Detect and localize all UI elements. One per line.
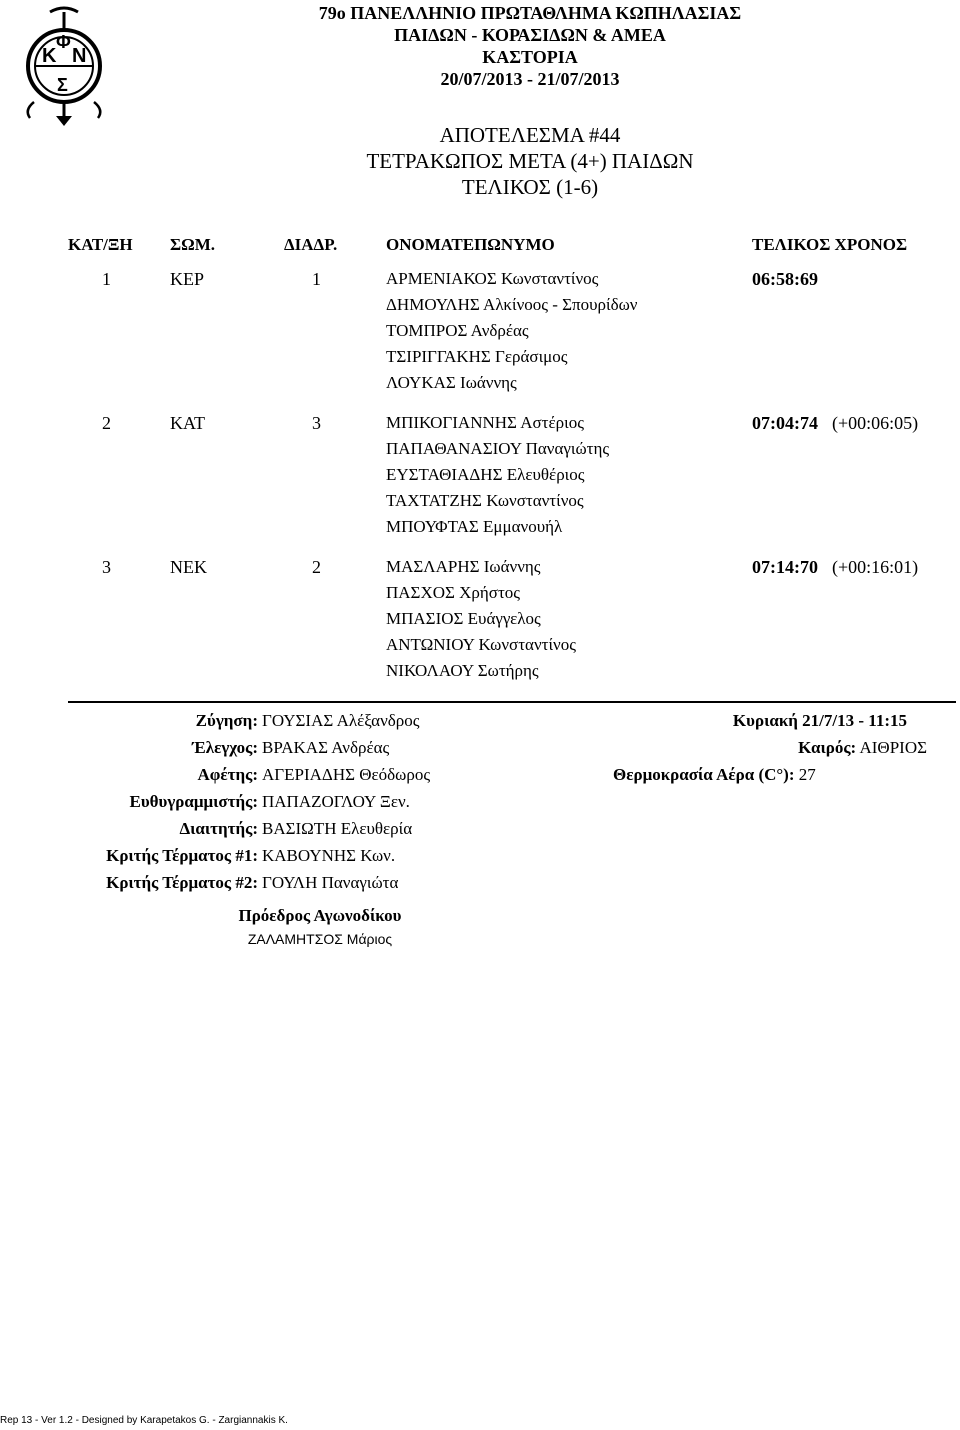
- crew-member: ΑΡΜΕΝΙΑΚΟΣ Κωνσταντίνος: [386, 269, 599, 288]
- row-lane: 1: [312, 269, 321, 289]
- official-value: ΓΟΥΣΙΑΣ Αλέξανδρος: [262, 711, 420, 730]
- crew-member: ΜΠΟΥΦΤΑΣ Εμμανουήλ: [386, 517, 563, 536]
- official-value: ΒΡΑΚΑΣ Ανδρέας: [262, 738, 390, 757]
- row-time: 07:04:74: [752, 413, 818, 433]
- row-time: 07:14:70: [752, 557, 818, 577]
- official-value: ΚΑΒΟΥΝΗΣ Κων.: [262, 846, 396, 865]
- championship-venue: ΚΑΣΤΟΡΙΑ: [482, 47, 578, 67]
- row-rank: 2: [102, 413, 111, 433]
- championship-title: 79ο ΠΑΝΕΛΛΗΝΙΟ ΠΡΩΤΑΘΛΗΜΑ ΚΩΠΗΛΑΣΙΑΣ: [318, 3, 742, 23]
- official-label: Κριτής Τέρματος #2:: [106, 873, 258, 892]
- temperature-value: 27: [798, 765, 816, 784]
- crew-member: ΠΑΣΧΟΣ Χρήστος: [386, 583, 521, 602]
- col-header-rank: ΚΑΤ/ΞΗ: [68, 235, 133, 254]
- crew-member: ΤΑΧΤΑΤΖΗΣ Κωνσταντίνος: [386, 491, 584, 510]
- row-time-diff: (+00:06:05): [832, 413, 919, 433]
- report-footer: Rep 13 - Ver 1.2 - Designed by Karapetakos G. - Zargiannakis K.: [0, 1415, 288, 1426]
- official-value: ΓΟΥΛΗ Παναγιώτα: [262, 873, 399, 892]
- club-emblem-icon: [14, 6, 114, 128]
- row-time-diff: (+00:16:01): [832, 557, 919, 577]
- official-label: Έλεγχος:: [192, 738, 258, 757]
- col-header-lane: ΔΙΑΔΡ.: [284, 235, 338, 254]
- logo-letter-f: Φ: [56, 32, 71, 52]
- crew-member: ΤΟΜΠΡΟΣ Ανδρέας: [386, 321, 529, 340]
- official-value: ΑΓΕΡΙΑΔΗΣ Θεόδωρος: [262, 765, 431, 784]
- official-label: Κριτής Τέρματος #1:: [106, 846, 258, 865]
- president-title: Πρόεδρος Αγωνοδίκου: [238, 906, 402, 925]
- row-rank: 3: [102, 557, 111, 577]
- logo-letter-s: Σ: [57, 75, 68, 95]
- row-lane: 3: [312, 413, 321, 433]
- col-header-club: ΣΩΜ.: [170, 235, 216, 254]
- crew-member: ΤΣΙΡΙΓΓΑΚΗΣ Γεράσιμος: [386, 347, 568, 366]
- temperature-label: Θερμοκρασία Αέρα (C°):: [613, 765, 795, 784]
- row-club: ΚΕΡ: [170, 269, 205, 289]
- row-lane: 2: [312, 557, 321, 577]
- col-header-name: ΟΝΟΜΑΤΕΠΩΝΥΜΟ: [386, 235, 555, 254]
- logo-letter-k: Κ: [42, 45, 57, 67]
- championship-dates: 20/07/2013 - 21/07/2013: [440, 69, 620, 89]
- crew-member: ΜΑΣΛΑΡΗΣ Ιωάννης: [386, 557, 541, 576]
- crew-member: ΔΗΜΟΥΛΗΣ Αλκίνοος - Σπουρίδων: [386, 295, 638, 314]
- crew-member: ΠΑΠΑΘΑΝΑΣΙΟΥ Παναγιώτης: [386, 439, 610, 458]
- result-title: ΑΠΟΤΕΛΕΣΜΑ #44: [439, 123, 621, 147]
- weather-value: ΑΙΘΡΙΟΣ: [859, 738, 927, 757]
- row-club: ΚΑΤ: [170, 413, 206, 433]
- section-divider: [68, 701, 956, 703]
- weather-label: Καιρός:: [798, 738, 857, 757]
- race-stage: ΤΕΛΙΚΟΣ (1-6): [461, 175, 599, 199]
- crew-member: ΛΟΥΚΑΣ Ιωάννης: [386, 373, 517, 392]
- temperature-row: [613, 764, 816, 786]
- crew-member: ΜΠΙΚΟΓΙΑΝΝΗΣ Αστέριος: [386, 413, 584, 432]
- race-date-time: Κυριακή 21/7/13 - 11:15: [732, 711, 907, 730]
- weather-row: [798, 737, 927, 759]
- official-label: Διαιτητής:: [179, 819, 258, 838]
- official-value: ΠΑΠΑΖΟΓΛΟΥ Ξεν.: [262, 792, 410, 811]
- crew-member: ΕΥΣΤΑΘΙΑΔΗΣ Ελευθέριος: [386, 465, 585, 484]
- official-label: Ευθυγραμμιστής:: [129, 792, 258, 811]
- crew-member: ΝΙΚΟΛΑΟΥ Σωτήρης: [386, 661, 539, 680]
- crew-member: ΜΠΑΣΙΟΣ Ευάγγελος: [386, 609, 541, 628]
- row-time: 06:58:69: [752, 269, 818, 289]
- logo-letter-n: Ν: [72, 45, 87, 67]
- row-club: ΝΕΚ: [170, 557, 207, 577]
- col-header-time: ΤΕΛΙΚΟΣ ΧΡΟΝΟΣ: [752, 235, 908, 254]
- official-label: Ζύγηση:: [195, 711, 258, 730]
- row-rank: 1: [102, 269, 111, 289]
- championship-category: ΠΑΙΔΩΝ - ΚΟΡΑΣΙΔΩΝ & ΑΜΕΑ: [394, 25, 666, 45]
- president-name: ΖΑΛΑΜΗΤΣΟΣ Μάριος: [247, 931, 393, 947]
- crew-member: ΑΝΤΩΝΙΟΥ Κωνσταντίνος: [386, 635, 576, 654]
- official-value: ΒΑΣΙΩΤΗ Ελευθερία: [262, 819, 413, 838]
- official-label: Αφέτης:: [197, 765, 258, 784]
- event-name: ΤΕΤΡΑΚΩΠΟΣ ΜΕΤΑ (4+) ΠΑΙΔΩΝ: [366, 149, 694, 173]
